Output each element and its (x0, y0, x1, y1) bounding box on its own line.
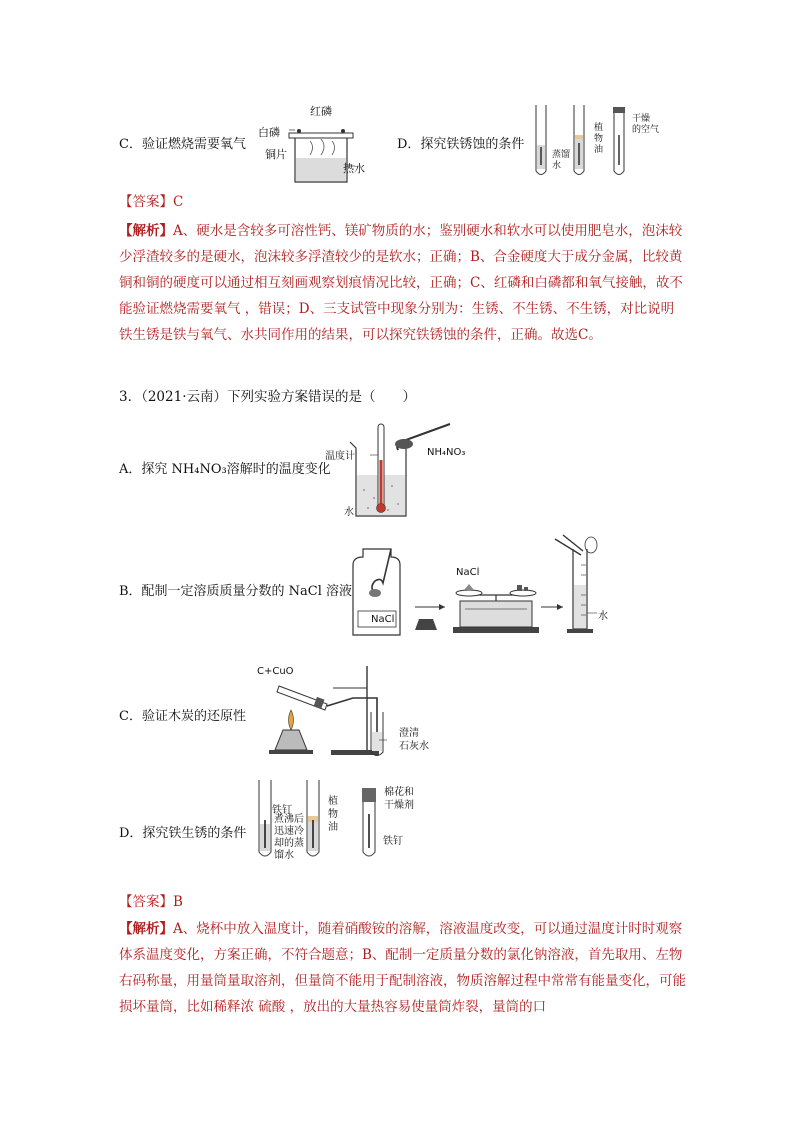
limewater-label: 澄清 石灰水 (399, 728, 429, 752)
q3-answer: 【答案】B (119, 894, 183, 910)
q3-title: 3．（2021·云南）下列实验方案错误的是（ ） (119, 389, 416, 405)
q3-option-d: D．探究铁生锈的条件 (119, 826, 247, 841)
iron-rust-tubes-figure (530, 105, 640, 180)
boiled-water-label: 煮沸后 迅速冷 却的蒸 馏水 (274, 814, 304, 861)
q3-option-b: B．配制一定溶质质量分数的 NaCl 溶液 (119, 584, 353, 599)
q3-option-a: A．探究 NH₄NO₃溶解时的温度变化 (119, 462, 331, 477)
nh4no3-label: NH₄NO₃ (427, 447, 466, 458)
nacl-balance-label: NaCl (456, 567, 480, 578)
c-cuo-label: C+CuO (257, 666, 294, 677)
q2-option-d: D．探究铁锈蚀的条件 (397, 137, 525, 152)
thermometer-label: 温度计 (325, 451, 355, 462)
nacl-bottle-label: NaCl (371, 614, 395, 625)
white-phosphorus-label: 白磷 (258, 126, 280, 139)
hot-water-label: 热水 (343, 162, 365, 175)
solution-preparation-figure (345, 535, 615, 645)
nail-label-1: 铁钉 (272, 805, 292, 816)
q2-analysis: 【解析】A、硬水是含较多可溶性钙、镁矿物质的水；鉴别硬水和软水可以使用肥皂水，泡沫较少浮渣较多的是硬水，泡沫较多浮渣较少的是软水；正确；B、合金硬度大于成分金属，比较黄铜和铜的硬度可以通过相互刻画观察划痕情况比较，正确；C、红磷和白磷都和氧气接触，故不能验证燃烧需要氧气 ，错误；D、三支试管中现象分别为：生锈、不生锈、不生锈，对比说明铁生锈是铁与氧气、水共同作用的结果，可以探究铁锈蚀的条件，正确。故选C。 (119, 223, 683, 343)
plant-oil-label: 植 物 油 (594, 123, 604, 155)
q3-analysis: 【解析】A、烧杯中放入温度计，随着硝酸铵的溶解，溶液温度改变，可以通过温度计时时观察体系温度变化，方案正确，不符合题意；B、配制一定质量分数的氯化钠溶液，首先取用、左物右码称量，用量筒量取溶剂，但量筒不能用于配制溶液，物质溶解过程中常常有能量变化，可能损坏量筒，比如稀释浓 硫酸 ，放出的大量热容易使量筒炸裂，量筒的口 (119, 921, 686, 1015)
water-label-b: 水 (598, 611, 608, 622)
thermometer-beaker-figure (340, 420, 480, 520)
plant-oil-label-d: 植 物 油 (328, 796, 338, 833)
q3-option-c: C．验证木炭的还原性 (119, 709, 246, 724)
dry-air-label: 干燥 的空气 (632, 114, 660, 135)
cotton-desiccant-label: 棉花和 干燥剂 (384, 787, 414, 811)
q2-option-c: C．验证燃烧需要氧气 (119, 137, 246, 152)
q2-answer: 【答案】C (119, 194, 184, 210)
nail-label-2: 铁钉 (383, 836, 403, 847)
distilled-water-label: 蒸馏 水 (552, 150, 571, 171)
copper-plate-label: 铜片 (265, 148, 287, 161)
water-label-a: 水 (344, 507, 354, 518)
red-phosphorus-label: 红磷 (310, 105, 332, 118)
